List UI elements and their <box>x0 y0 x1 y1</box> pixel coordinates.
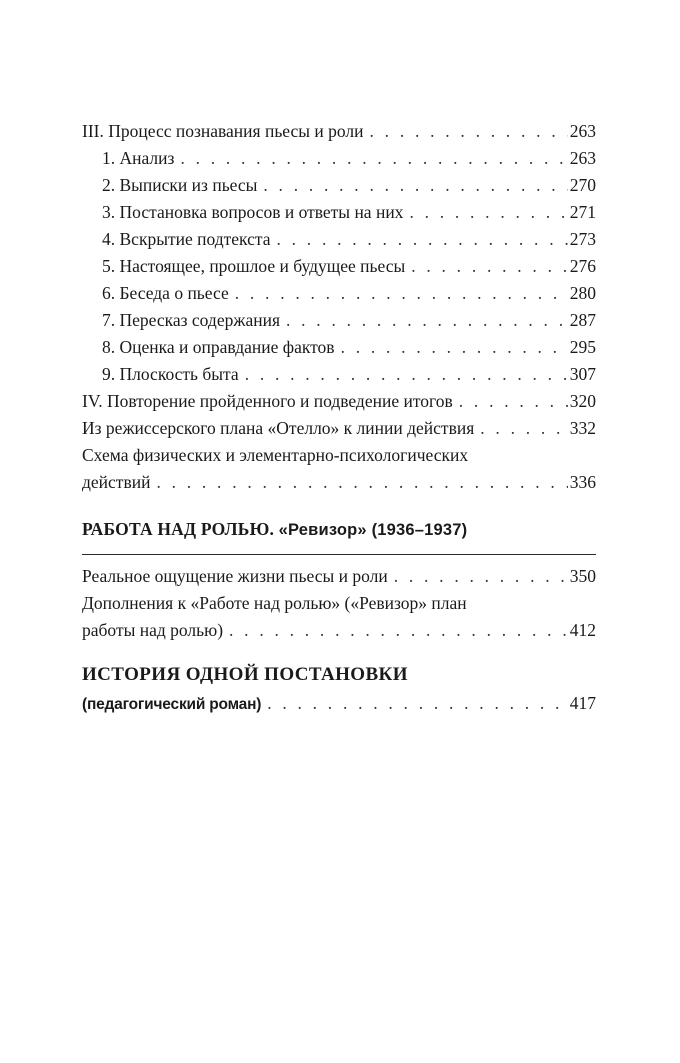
toc-entry-page: 336 <box>569 472 596 492</box>
dot-leader <box>267 690 568 717</box>
section-divider <box>82 554 596 555</box>
toc-entry-title: 8. Оценка и оправдание фактов <box>102 337 335 357</box>
toc-entry-page: 295 <box>569 337 596 357</box>
dot-leader <box>480 415 567 442</box>
toc-entry-title: 9. Плоскость быта <box>102 364 239 384</box>
dot-leader <box>229 617 568 644</box>
toc-entry-title: 3. Постановка вопросов и ответы на них <box>102 202 404 222</box>
dot-leader <box>394 563 568 590</box>
dot-leader <box>235 280 568 307</box>
toc-entry-page: 350 <box>569 566 596 586</box>
toc-entry-page: 417 <box>569 693 596 713</box>
section-heading-sub: «Ревизор» (1936–1937) <box>278 521 468 539</box>
toc-entry-page: 271 <box>569 202 596 222</box>
toc-entry-page: 276 <box>569 256 596 276</box>
toc-entry[interactable] <box>82 199 596 226</box>
toc-entry-title: IV. Повторение пройденного и подведение итогов <box>82 391 453 411</box>
toc-entry-page: 280 <box>569 283 596 303</box>
toc-entry-title: 2. Выписки из пьесы <box>102 175 258 195</box>
toc-entry-page: 273 <box>569 229 596 249</box>
table-of-contents <box>82 118 596 717</box>
section-heading-main: РАБОТА НАД РОЛЬЮ. <box>82 519 275 539</box>
toc-entry-title: 5. Настоящее, прошлое и будущее пьесы <box>102 256 406 276</box>
toc-entry-title: III. Процесс познавания пьесы и роли <box>82 121 364 141</box>
toc-entry-title: 6. Беседа о пьесе <box>102 283 229 303</box>
toc-entry-title: действий <box>82 472 151 492</box>
toc-entry-page: 263 <box>569 121 596 141</box>
dot-leader <box>180 145 567 172</box>
toc-entry-page: 263 <box>569 148 596 168</box>
toc-entry[interactable] <box>82 226 596 253</box>
toc-entry[interactable] <box>82 361 596 388</box>
toc-entry-title: Из режиссерского плана «Отелло» к линии действия <box>82 418 475 438</box>
toc-entry-title: (педагогический роман) <box>82 696 262 713</box>
toc-entry[interactable] <box>82 617 596 644</box>
dot-leader <box>245 361 568 388</box>
toc-group-stage-three <box>82 118 596 442</box>
toc-entry[interactable] <box>82 307 596 334</box>
toc-entry[interactable] <box>82 280 596 307</box>
toc-entry[interactable] <box>82 145 596 172</box>
toc-entry[interactable] <box>82 415 596 442</box>
toc-entry-first-line: Схема физических и элементарно-психологических <box>82 445 469 465</box>
dot-leader <box>370 118 568 145</box>
toc-entry[interactable] <box>82 690 596 717</box>
dot-leader <box>411 253 568 280</box>
dot-leader <box>341 334 568 361</box>
dot-leader <box>263 172 567 199</box>
toc-entry-page: 320 <box>569 391 596 411</box>
dot-leader <box>156 469 567 496</box>
toc-entry-title: 4. Вскрытие подтекста <box>102 229 271 249</box>
toc-entry-title: 1. Анализ <box>102 148 175 168</box>
toc-entry[interactable] <box>82 388 596 415</box>
toc-entry[interactable] <box>82 469 596 496</box>
toc-entry[interactable] <box>82 334 596 361</box>
section-heading <box>82 516 596 542</box>
dot-leader <box>409 199 567 226</box>
dot-leader <box>286 307 568 334</box>
toc-entry[interactable] <box>82 563 596 590</box>
toc-entry-title: 7. Пересказ содержания <box>102 310 280 330</box>
toc-entry-page: 307 <box>569 364 596 384</box>
toc-entry-title: работы над ролью) <box>82 620 224 640</box>
toc-entry-page: 332 <box>569 418 596 438</box>
dot-leader <box>459 388 568 415</box>
toc-entry-page: 287 <box>569 310 596 330</box>
toc-entry-page: 412 <box>569 620 596 640</box>
toc-entry[interactable] <box>82 118 596 145</box>
toc-entry[interactable] <box>82 172 596 199</box>
toc-entry-first-line: Дополнения к «Работе над ролью» («Ревизор» план <box>82 593 467 613</box>
dot-leader <box>277 226 568 253</box>
section-heading: ИСТОРИЯ ОДНОЙ ПОСТАНОВКИ <box>82 664 408 685</box>
toc-entry[interactable] <box>82 253 596 280</box>
toc-entry-title: Реальное ощущение жизни пьесы и роли <box>82 566 388 586</box>
toc-entry-page: 270 <box>569 175 596 195</box>
